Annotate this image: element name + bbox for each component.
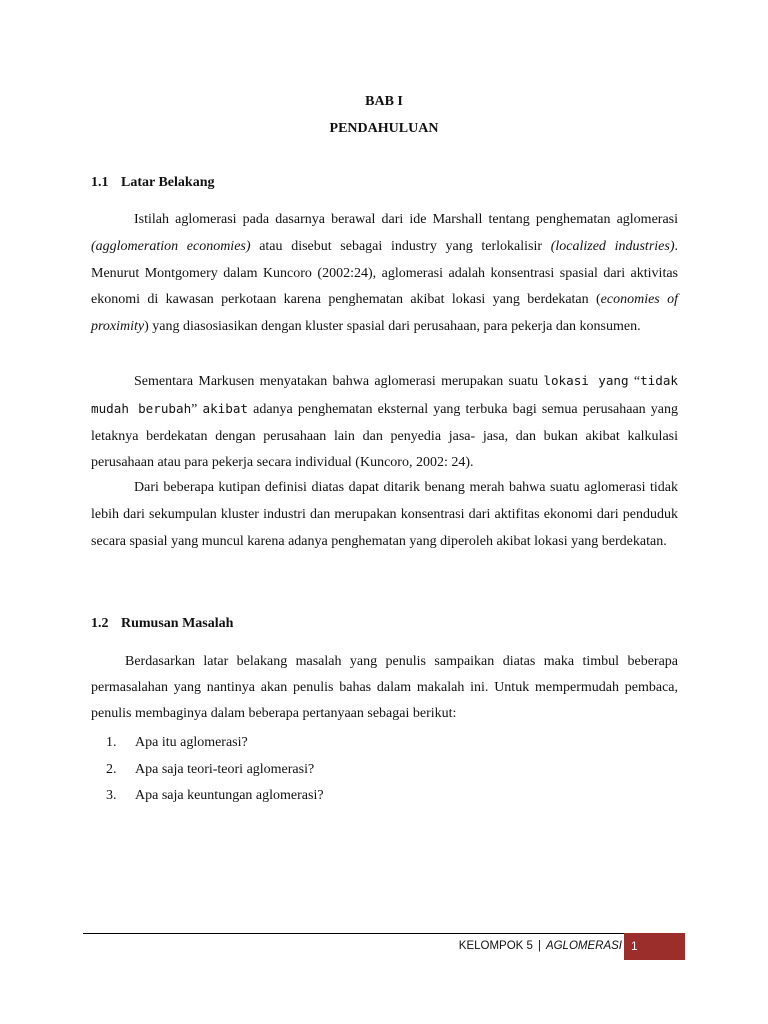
footer-group: KELOMPOK 5 [458, 940, 533, 952]
footer-topic: AGLOMERASI [545, 940, 622, 952]
paragraph-latar-belakang-1: Istilah aglomerasi pada dasarnya berawal dari ide Marshall tentang penghematan aglomerasi (agglomeration economies) atau disebut sebagai industry yang terlokalisir (localized industries). Menurut Montgomery dalam Kuncoro (2002:24), aglomerasi adalah konsentrasi spasial dari aktivitas ekonomi di kawasan perkotaan karena penghematan akibat lokasi yang berdekatan (economies of proximity) yang diasosiasikan dengan kluster spasial dari perusahaan, para pekerja dan konsumen. [91, 212, 678, 335]
list-item: 2. Apa saja teori-teori aglomerasi? [106, 761, 315, 777]
footer-divider [83, 933, 685, 934]
section-number: 1.2 [91, 616, 109, 631]
question-list [91, 730, 678, 810]
page-number-badge: 1 [624, 933, 685, 960]
section-heading-rumusan-masalah [91, 617, 233, 631]
footer-label [459, 939, 622, 953]
section-title: Rumusan Masalah [121, 616, 234, 631]
list-item: 1. Apa itu aglomerasi? [106, 735, 248, 750]
section-number: 1.1 [91, 175, 109, 190]
chapter-title: PENDAHULUAN [329, 121, 439, 136]
paragraph-latar-belakang-2: Sementara Markusen menyatakan bahwa aglomerasi merupakan suatu lokasi yang “tidak mudah berubah” akibat adanya penghematan eksternal yang terbuka bagi semua perusahaan yang letaknya berdekatan dengan perusahaan lain dan penyedia jasa- jasa, dan bukan akibat kalkulasi perusahaan atau para pekerja secara individual (Kuncoro, 2002: 24). [91, 373, 678, 471]
footer-separator: | [537, 940, 541, 952]
section-title: Latar Belakang [121, 175, 215, 190]
paragraph-latar-belakang-3: Dari beberapa kutipan definisi diatas dapat ditarik benang merah bahwa suatu aglomerasi tidak lebih dari sekumpulan kluster industri dan merupakan konsentrasi dari aktifitas ekonomi dari penduduk secara spasial yang muncul karena adanya penghematan yang diperoleh akibat lokasi yang berdekatan. [91, 480, 678, 549]
chapter-label: BAB I [365, 94, 403, 109]
section-heading-latar-belakang [91, 176, 214, 190]
paragraph-rumusan-masalah: Berdasarkan latar belakang masalah yang penulis sampaikan diatas maka timbul beberapa permasalahan yang nantinya akan penulis bahas dalam makalah ini. Untuk mempermudah pembaca, penulis membaginya dalam beberapa pertanyaan sebagai berikut: [91, 654, 678, 721]
list-item: 3. Apa saja keuntungan aglomerasi? [106, 788, 324, 803]
